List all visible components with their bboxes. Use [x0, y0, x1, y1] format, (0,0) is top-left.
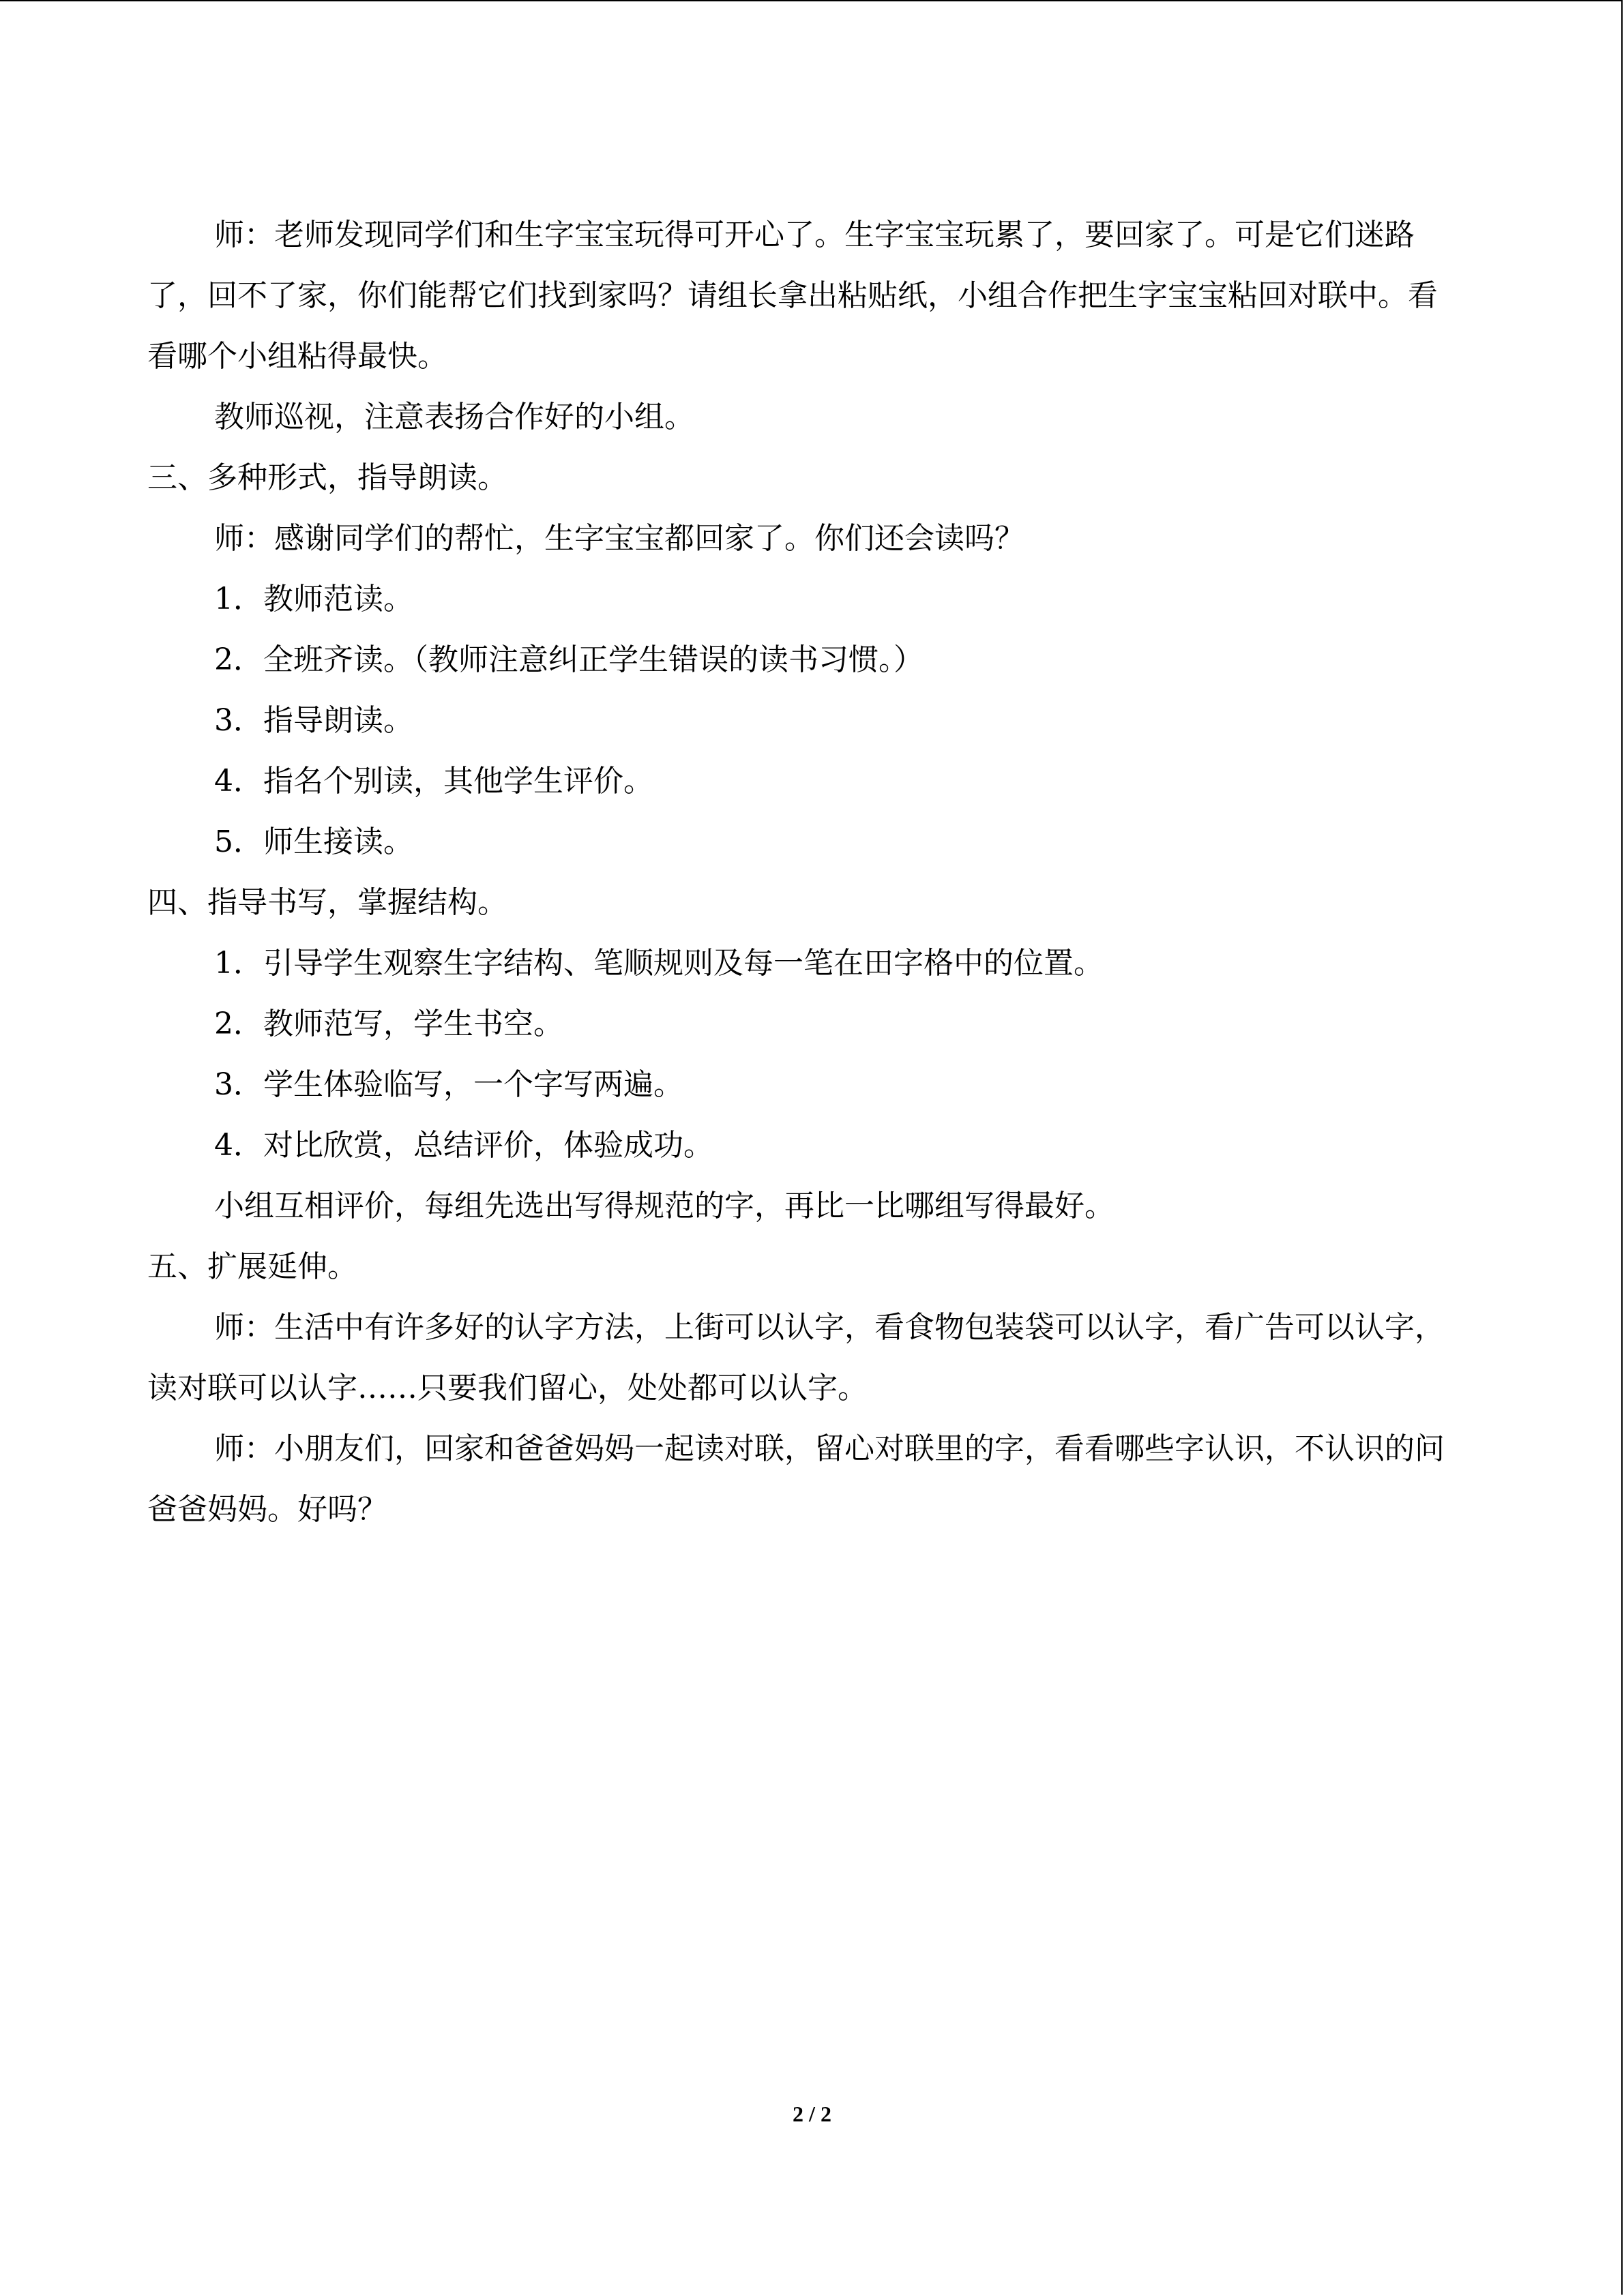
- list-item-4-2: 2．教师范写，学生书空。: [214, 1007, 563, 1041]
- paragraph-teacher-thanks: 师：感谢同学们的帮忙，生字宝宝都回家了。你们还会读吗？: [214, 521, 1024, 556]
- paragraph-teacher-patrol: 教师巡视，注意表扬合作好的小组。: [214, 400, 694, 434]
- paragraph-teacher-lost-characters: 师：老师发现同学们和生字宝宝玩得可开心了。生字宝宝玩累了，要回家了。可是它们迷路了，回不了家，你们能帮它们找到家吗？请组长拿出粘贴纸，小组合作把生字宝宝粘回对联中。看看哪个小组粘得最快。: [147, 218, 1438, 374]
- section-heading-4: 四、指导书写，掌握结构。: [147, 885, 507, 920]
- list-item-4-3: 3．学生体验临写，一个字写两遍。: [214, 1067, 683, 1102]
- list-item-3-1: 1．教师范读。: [214, 582, 413, 616]
- list-item-3-5: 5．师生接读。: [214, 824, 413, 859]
- list-item-3-3: 3．指导朗读。: [214, 703, 413, 738]
- page-number: 2 / 2: [793, 2102, 831, 2126]
- paragraph-group-evaluation: 小组互相评价，每组先选出写得规范的字，再比一比哪组写得最好。: [214, 1189, 1114, 1223]
- document-body: [147, 205, 1458, 1540]
- paragraph-teacher-homework: 师：小朋友们，回家和爸爸妈妈一起读对联，留心对联里的字，看看哪些字认识，不认识的问爸爸妈妈。好吗？: [147, 1431, 1445, 1527]
- list-item-4-4: 4．对比欣赏，总结评价，体验成功。: [214, 1128, 713, 1163]
- section-heading-5: 五、扩展延伸。: [147, 1249, 357, 1284]
- section-heading-3: 三、多种形式，指导朗读。: [147, 460, 507, 495]
- paragraph-teacher-methods: 师：生活中有许多好的认字方法，上街可以认字，看食物包装袋可以认字，看广告可以认字，读对联可以认字……只要我们留心，处处都可以认字。: [147, 1310, 1445, 1405]
- list-item-3-2: 2．全班齐读。（教师注意纠正学生错误的读书习惯。）: [214, 642, 924, 677]
- list-item-4-1: 1．引导学生观察生字结构、笔顺规则及每一笔在田字格中的位置。: [214, 946, 1104, 981]
- list-item-3-4: 4．指名个别读，其他学生评价。: [214, 764, 653, 799]
